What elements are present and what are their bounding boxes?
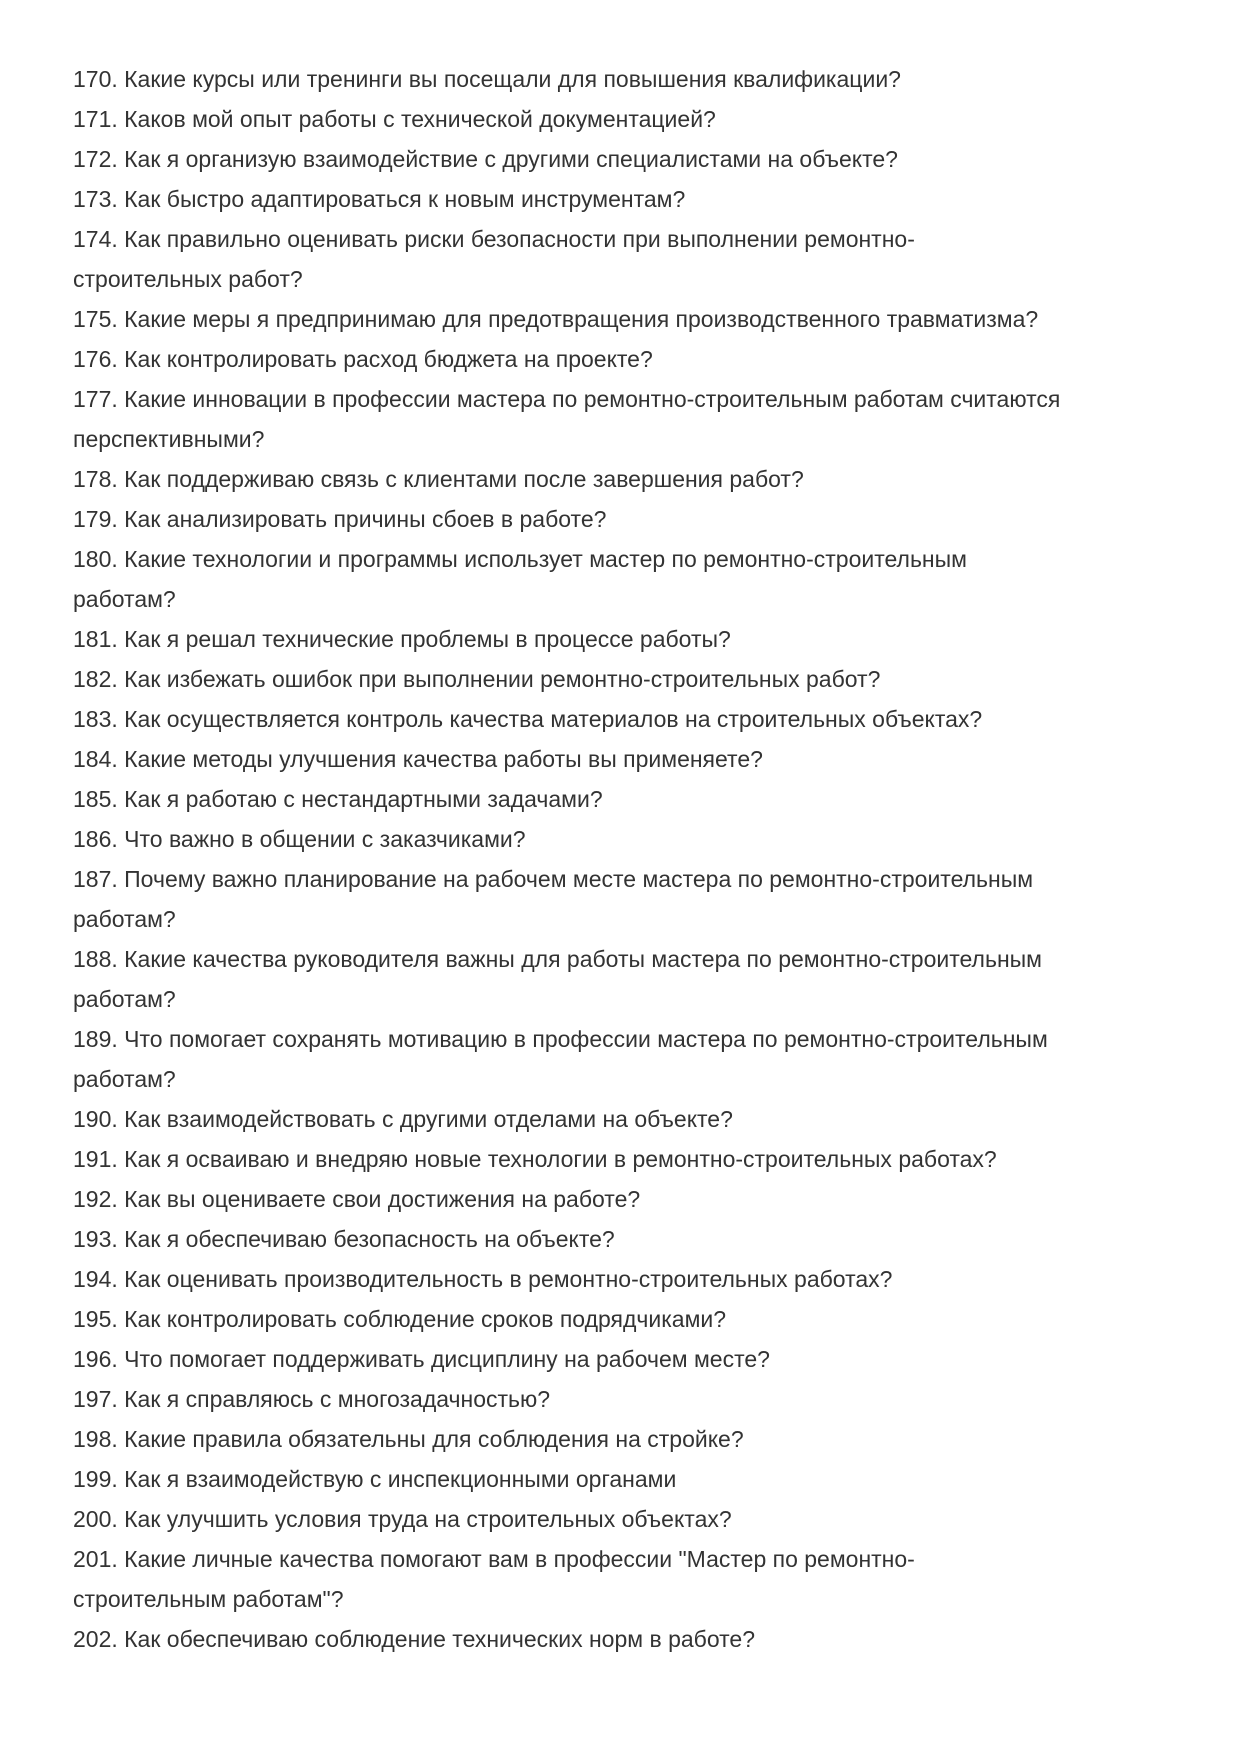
question-item: 179. Как анализировать причины сбоев в работе? [73,506,607,532]
question-item: 177. Какие инновации в профессии мастера по ремонтно-строительным работам считаются перспективными? [73,386,1061,452]
question-item: 188. Какие качества руководителя важны для работы мастера по ремонтно-строительным работам? [73,946,1042,1012]
question-item: 192. Как вы оцениваете свои достижения на работе? [73,1186,641,1212]
question-item: 191. Как я осваиваю и внедряю новые технологии в ремонтно-строительных работах? [73,1146,997,1172]
question-item: 194. Как оценивать производительность в ремонтно-строительных работах? [73,1266,893,1292]
question-item: 202. Как обеспечиваю соблюдение технических норм в работе? [73,1626,755,1652]
question-item: 187. Почему важно планирование на рабочем месте мастера по ремонтно-строительным работам? [73,866,1034,932]
question-item: 183. Как осуществляется контроль качества материалов на строительных объектах? [73,706,983,732]
question-item: 197. Как я справляюсь с многозадачностью? [73,1386,551,1412]
question-item: 176. Как контролировать расход бюджета на проекте? [73,346,653,372]
question-list [73,59,1173,1659]
question-item: 173. Как быстро адаптироваться к новым инструментам? [73,186,686,212]
question-item: 193. Как я обеспечиваю безопасность на объекте? [73,1226,615,1252]
question-item: 184. Какие методы улучшения качества работы вы применяете? [73,746,763,772]
question-item: 196. Что помогает поддерживать дисциплину на рабочем месте? [73,1346,770,1372]
question-item: 174. Как правильно оценивать риски безопасности при выполнении ремонтно- строительных работ? [73,226,915,292]
question-item: 185. Как я работаю с нестандартными задачами? [73,786,603,812]
question-item: 186. Что важно в общении с заказчиками? [73,826,526,852]
question-item: 195. Как контролировать соблюдение сроков подрядчиками? [73,1306,727,1332]
question-item: 198. Какие правила обязательны для соблюдения на стройке? [73,1426,744,1452]
question-item: 201. Какие личные качества помогают вам в профессии "Мастер по ремонтно- строительным работам"? [73,1546,915,1612]
question-item: 181. Как я решал технические проблемы в процессе работы? [73,626,731,652]
question-item: 171. Каков мой опыт работы с технической документацией? [73,106,716,132]
question-item: 170. Какие курсы или тренинги вы посещали для повышения квалификации? [73,66,901,92]
question-item: 189. Что помогает сохранять мотивацию в профессии мастера по ремонтно-строительным работам? [73,1026,1048,1092]
question-item: 175. Какие меры я предпринимаю для предотвращения производственного травматизма? [73,306,1039,332]
question-item: 178. Как поддерживаю связь с клиентами после завершения работ? [73,466,804,492]
question-item: 182. Как избежать ошибок при выполнении ремонтно-строительных работ? [73,666,881,692]
question-item: 172. Как я организую взаимодействие с другими специалистами на объекте? [73,146,898,172]
question-item: 190. Как взаимодействовать с другими отделами на объекте? [73,1106,733,1132]
question-item: 199. Как я взаимодействую с инспекционными органами [73,1466,677,1492]
question-item: 180. Какие технологии и программы использует мастер по ремонтно-строительным работам? [73,546,967,612]
question-item: 200. Как улучшить условия труда на строительных объектах? [73,1506,732,1532]
